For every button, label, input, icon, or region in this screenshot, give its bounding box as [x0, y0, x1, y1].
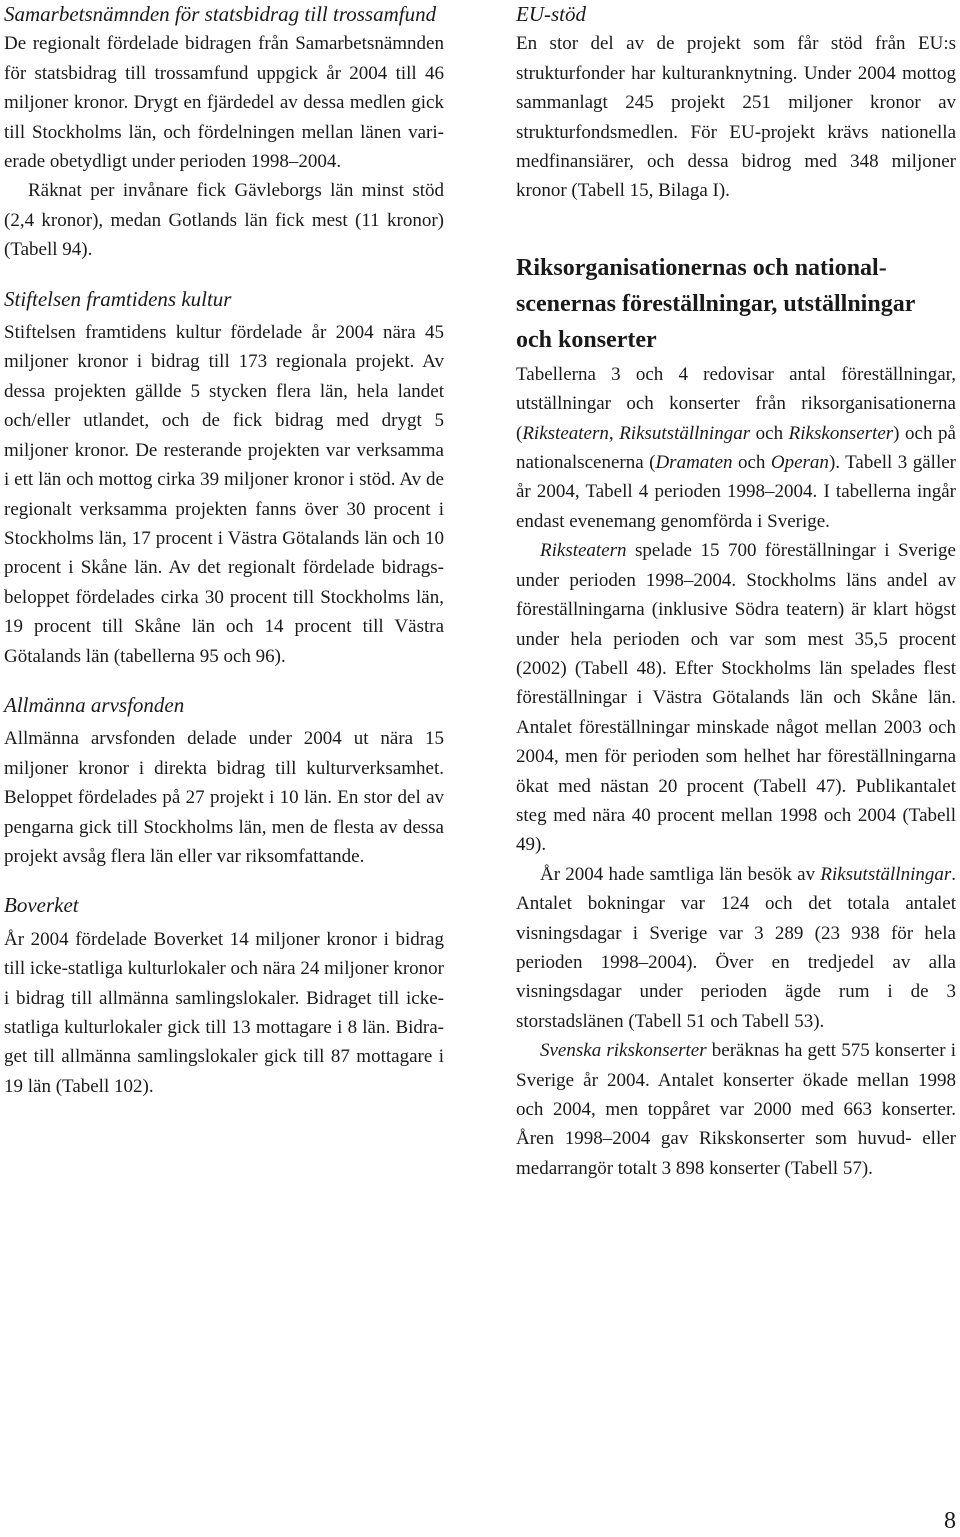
paragraph: En stor del av de projekt som får stöd från EU:s strukturfonder har kulturanknytning. Under 2004 mottog sammanlagt 245 projekt 251 miljoner kronor av strukturfondsmedlen. För EU-projekt krävs nationella medfinansiärer, och dessa bidrog med 348 miljoner kronor (Tabell 15, Bilaga I).	[516, 33, 956, 202]
paragraph: Allmänna arvsfonden delade under 2004 ut nära 15 miljoner kronor i direkta bidrag till kulturverksamhet. Beloppet fördelades på 27 projekt i 10 län. En stor del av pengarna gick till Stockholms län, men de flesta av dessa projekt avsåg flera län eller var riksomfattande.	[4, 728, 444, 867]
paragraph: År 2004 hade samtliga län besök av Riksutställningar. Antalet bokningar var 124 och det totala antalet visningsdagar i Sverige var 3 289 (23 938 för hela perioden 1998–2004). Över en tredjedel av alla visningsdagar under perioden ägde rum i de 3 storstadslänen (Tabell 51 och Tabell 53).	[516, 863, 956, 1032]
paragraph: År 2004 fördelade Boverket 14 miljoner kronor i bidrag till icke-statliga kulturlokaler och nära 24 miljoner kronor i bidrag till allmänna samlingslokaler. Bidraget till icke-statliga kulturlokaler gick till 13 mottagare i 8 län. Bidraget till allmänna samlingslokaler gick till 87 mottagare i 19 län (Tabell 102).	[4, 928, 444, 1097]
left-column	[4, 0, 444, 1101]
paragraph: Svenska rikskonserter beräknas ha gett 575 konserter i Sverige år 2004. Antalet konserter ökade mellan 1998 och 2004, men toppåret var 2000 med 663 konserter. Åren 1998–2004 gav Rikskonserter som huvud- eller medarrangör totalt 3 898 konserter (Tabell 57).	[516, 1040, 956, 1179]
section-boverket	[4, 891, 444, 1101]
section-heading: Stiftelsen framtidens kultur	[4, 286, 232, 311]
section-heading: Samarbetsnämnden för statsbidrag till trossamfund	[4, 2, 437, 26]
paragraph: Riksteatern spelade 15 700 föreställningar i Sverige under perioden 1998–2004. Stockholms läns andel av föreställningarna (inklusive Södra teatern) är klart högst under hela perioden och var som mest 35,5 procent (2002) (Tabell 48). Efter Stockholms län spelades flest föreställningar i Västra Götalands län och Skåne län. Antalet föreställningar minskade något mellan 2003 och 2004, men för perioden som helhet har föreställningarna ökat med nästan 20 procent (Tabell 47). Publikantalet steg med nära 40 procent mellan 1998 och 2004 (Tabell 49).	[516, 540, 956, 856]
section-riksorganisationer	[516, 250, 956, 1183]
paragraph: De regionalt fördelade bidragen från Samarbetsnämnden för statsbidrag till trossamfund uppgick år 2004 till 46 miljoner kronor. Drygt en fjärdedel av dessa medlen gick till Stockholms län, och fördelningen mellan länen varierade obetydligt under perioden 1998–2004.	[4, 33, 444, 173]
major-heading: Riksorganisationernas och nationalscenernas föreställningar, utställningar och konserter	[516, 254, 915, 353]
section-arvsfonden	[4, 691, 444, 871]
paragraph: Räknat per invånare fick Gävleborgs län minst stöd (2,4 kronor), medan Gotlands län fick mest (11 kronor) (Tabell 94).	[4, 180, 444, 261]
section-eu-stod	[516, 0, 956, 206]
section-framtidens-kultur	[4, 285, 444, 671]
paragraph: Tabellerna 3 och 4 redovisar antal föreställningar, utställningar och konserter från riksorganisationerna (Riksteatern, Riksutställningar och Rikskonserter) och på nationalscenerna (Dramaten och Operan). Tabell 3 gäller år 2004, Tabell 4 perioden 1998–2004. I tabellerna ingår endast evenemang genomförda i Sverige.	[516, 363, 957, 532]
paragraph: Stiftelsen framtidens kultur fördelade år 2004 nära 45 miljoner kronor i bidrag till 173 regionala projekt. Av dessa projekten gällde 5 stycken flera län, hela landet och/eller utlandet, och de fick bidrag med drygt 5 miljoner kronor. De resterande projekten var verksamma i ett län och mottog cirka 39 miljoner kronor i stöd. Av de regionalt verksamma projekten fanns över 30 procent i Stockholms län, 17 procent i Västra Götalands län och 10 procent i Skåne län. Av det regionalt fördelade bidragsbeloppet fördelades cirka 30 procent till Stockholms län, 19 procent till Skåne län och 14 procent till Västra Götalands län (tabellerna 95 och 96).	[4, 322, 444, 667]
section-heading: Allmänna arvsfonden	[4, 692, 185, 717]
right-column	[516, 0, 956, 1183]
section-heading: EU-stöd	[516, 2, 586, 26]
section-trossamfund	[4, 0, 444, 265]
section-heading: Boverket	[4, 893, 79, 918]
page-number: 8	[944, 1508, 956, 1534]
